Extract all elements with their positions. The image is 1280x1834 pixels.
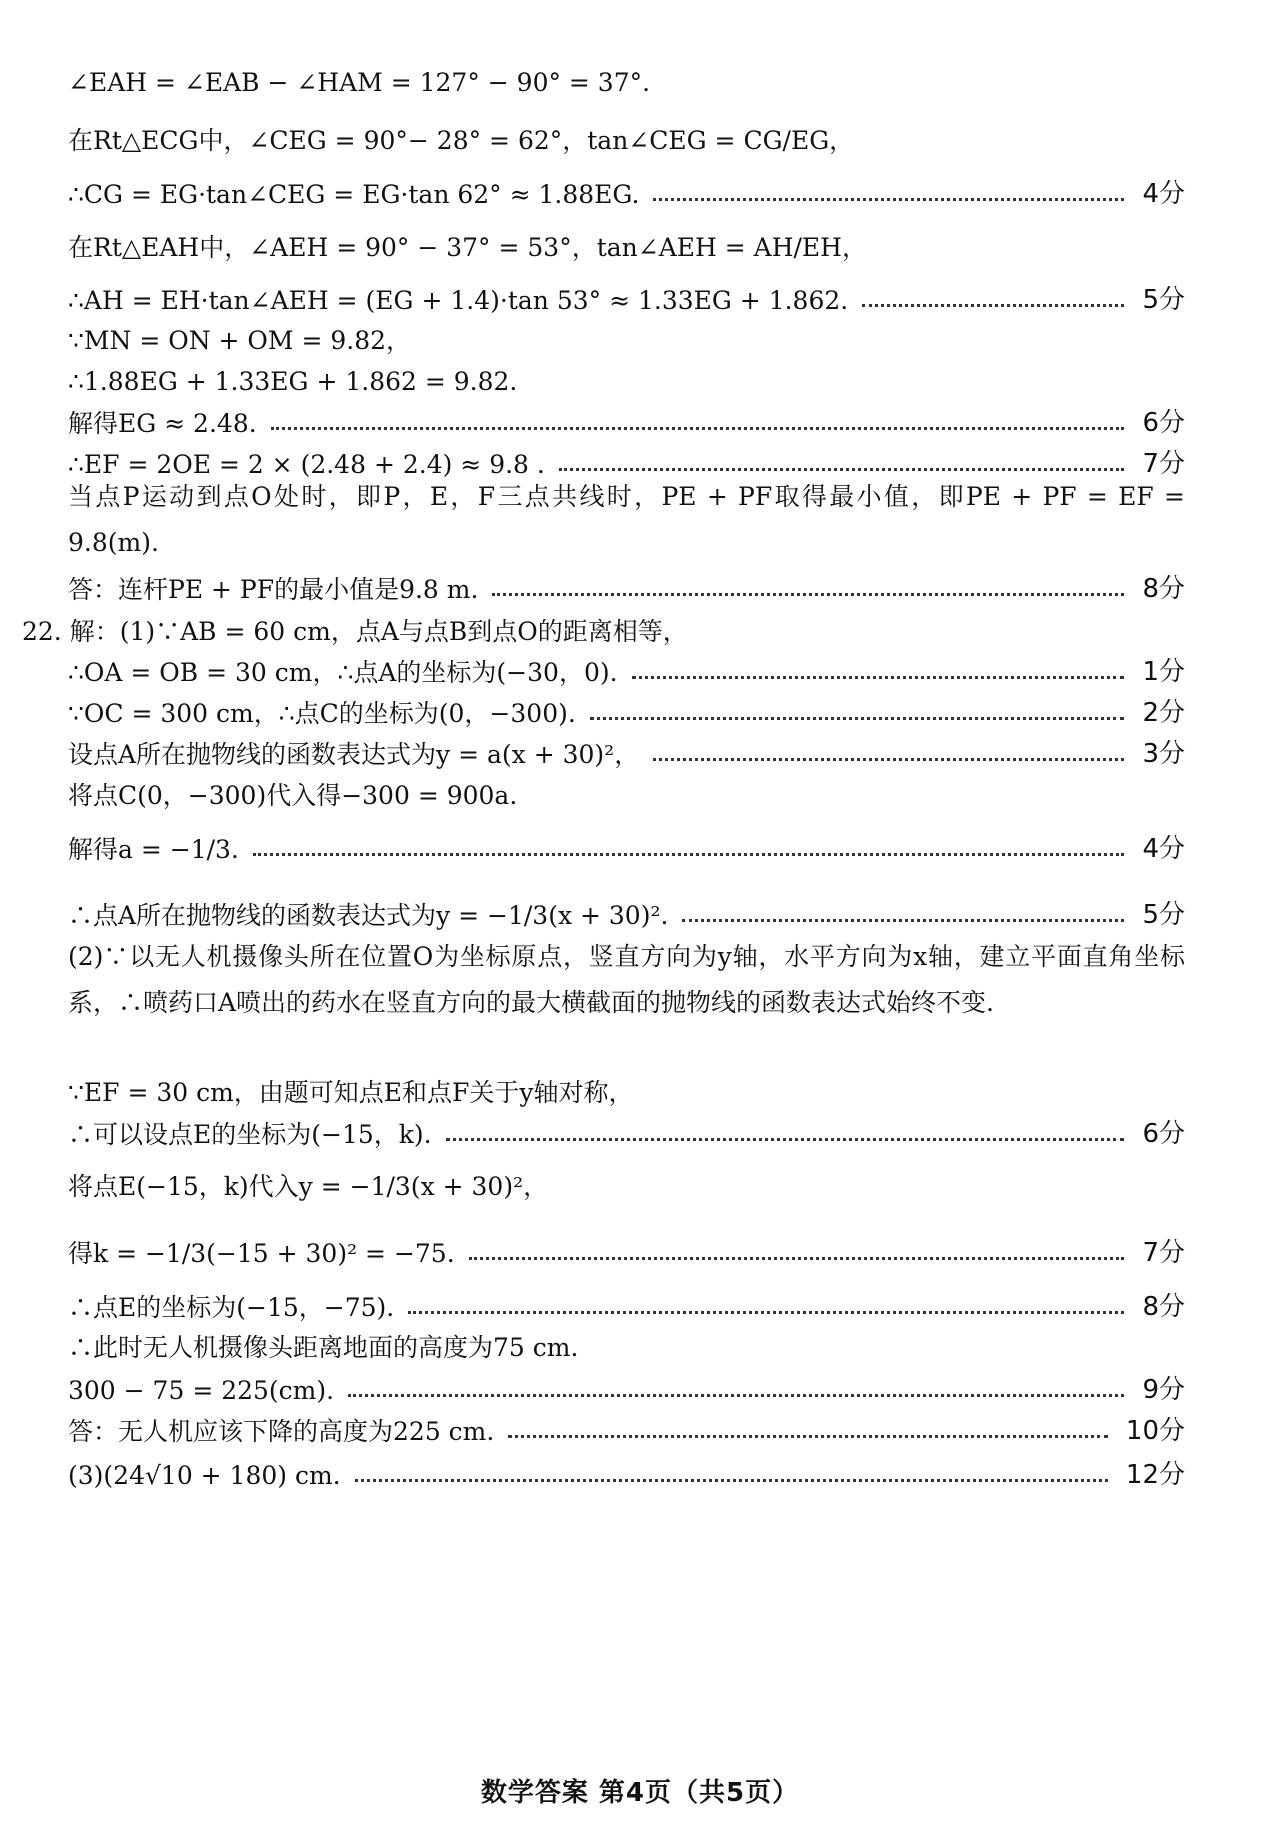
leader-dots [590, 717, 1125, 720]
score: 7分 [1142, 1238, 1185, 1268]
leader-dots [682, 919, 1124, 922]
leader-dots [653, 758, 1124, 761]
line-1: ∠EAH = ∠EAB − ∠HAM = 127° − 90° = 37°. [68, 68, 651, 97]
score: 8分 [1142, 574, 1185, 604]
score: 6分 [1142, 1119, 1185, 1149]
line-13: 设点A所在抛物线的函数表达式为y = a(x + 30)²， 3分 [68, 739, 1185, 769]
line-25: (3)(24√10 + 180) cm. 12分 [68, 1460, 1185, 1490]
leader-dots [559, 468, 1125, 471]
leader-dots [355, 1479, 1108, 1482]
line-18: ∴可以设点E的坐标为(−15，k). 6分 [68, 1119, 1185, 1149]
line-7: ∴1.88EG + 1.33EG + 1.862 = 9.82. [68, 367, 518, 396]
score: 8分 [1142, 1292, 1185, 1322]
line-16: ∴点A所在抛物线的函数表达式为y = −1/3(x + 30)². 5分 [68, 900, 1185, 930]
score: 7分 [1142, 449, 1185, 479]
line-20: 得k = −1/3(−15 + 30)² = −75. 7分 [68, 1238, 1185, 1268]
question-22-heading: 22. 解：(1)∵AB = 60 cm，点A与点B到点O的距离相等， [22, 617, 688, 646]
line-21: ∴点E的坐标为(−15，−75). 8分 [68, 1292, 1185, 1322]
line-15: 解得a = −1/3. 4分 [68, 834, 1185, 864]
score: 2分 [1142, 698, 1185, 728]
line-9: ∴EF = 2OE = 2 × (2.48 + 2.4) ≈ 9.8 . 7分 [68, 449, 1185, 479]
line-23: 300 − 75 = 225(cm). 9分 [68, 1375, 1185, 1405]
line-10: 答：连杆PE + PF的最小值是9.8 m. 8分 [68, 574, 1185, 604]
score: 4分 [1142, 179, 1185, 209]
paragraph-min-value: 当点P运动到点O处时，即P，E，F三点共线时，PE + PF取得最小值，即PE + PF = EF = 9.8(m). [68, 482, 1185, 557]
leader-dots [271, 427, 1125, 430]
leader-dots [348, 1394, 1124, 1397]
score: 6分 [1142, 408, 1185, 438]
line-8: 解得EG ≈ 2.48. 6分 [68, 408, 1185, 438]
leader-dots [408, 1311, 1124, 1314]
line-14: 将点C(0，−300)代入得−300 = 900a. [68, 781, 518, 810]
line-24: 答：无人机应该下降的高度为225 cm. 10分 [68, 1416, 1185, 1446]
page-footer: 数学答案 第4页（共5页） [480, 1778, 800, 1808]
leader-dots [508, 1435, 1108, 1438]
leader-dots [469, 1257, 1125, 1260]
score: 5分 [1142, 900, 1185, 930]
line-22: ∴此时无人机摄像头距离地面的高度为75 cm. [68, 1333, 579, 1362]
line-11: ∴OA = OB = 30 cm，∴点A的坐标为(−30，0). 1分 [68, 657, 1185, 687]
score: 12分 [1125, 1460, 1185, 1490]
paragraph-part-2: (2)∵以无人机摄像头所在位置O为坐标原点，竖直方向为y轴，水平方向为x轴，建立平面直角坐标系，∴喷药口A喷出的药水在竖直方向的最大横截面的抛物线的函数表达式始终不变. [68, 942, 1185, 1017]
line-6: ∵MN = ON + OM = 9.82， [68, 326, 412, 355]
leader-dots [446, 1138, 1125, 1141]
line-17: ∵EF = 30 cm，由题可知点E和点F关于y轴对称， [68, 1078, 634, 1107]
leader-dots [632, 676, 1125, 679]
score: 1分 [1142, 657, 1185, 687]
score: 3分 [1142, 739, 1185, 769]
line-19: 将点E(−15，k)代入y = −1/3(x + 30)²， [68, 1172, 549, 1201]
line-2: 在Rt△ECG中，∠CEG = 90°− 28° = 62°，tan∠CEG = CG/EG， [68, 126, 855, 155]
score: 4分 [1142, 834, 1185, 864]
leader-dots [492, 593, 1124, 596]
leader-dots [253, 853, 1125, 856]
leader-dots [653, 198, 1124, 201]
score: 10分 [1125, 1416, 1185, 1446]
line-12: ∵OC = 300 cm，∴点C的坐标为(0，−300). 2分 [68, 698, 1185, 728]
line-5: ∴AH = EH·tan∠AEH = (EG + 1.4)·tan 53° ≈ 1.33EG + 1.862. 5分 [68, 285, 1185, 315]
leader-dots [862, 304, 1124, 307]
line-4: 在Rt△EAH中，∠AEH = 90° − 37° = 53°，tan∠AEH = AH/EH， [68, 233, 867, 262]
score: 9分 [1142, 1375, 1185, 1405]
score: 5分 [1142, 285, 1185, 315]
line-3: ∴CG = EG·tan∠CEG = EG·tan 62° ≈ 1.88EG. 4分 [68, 179, 1185, 209]
